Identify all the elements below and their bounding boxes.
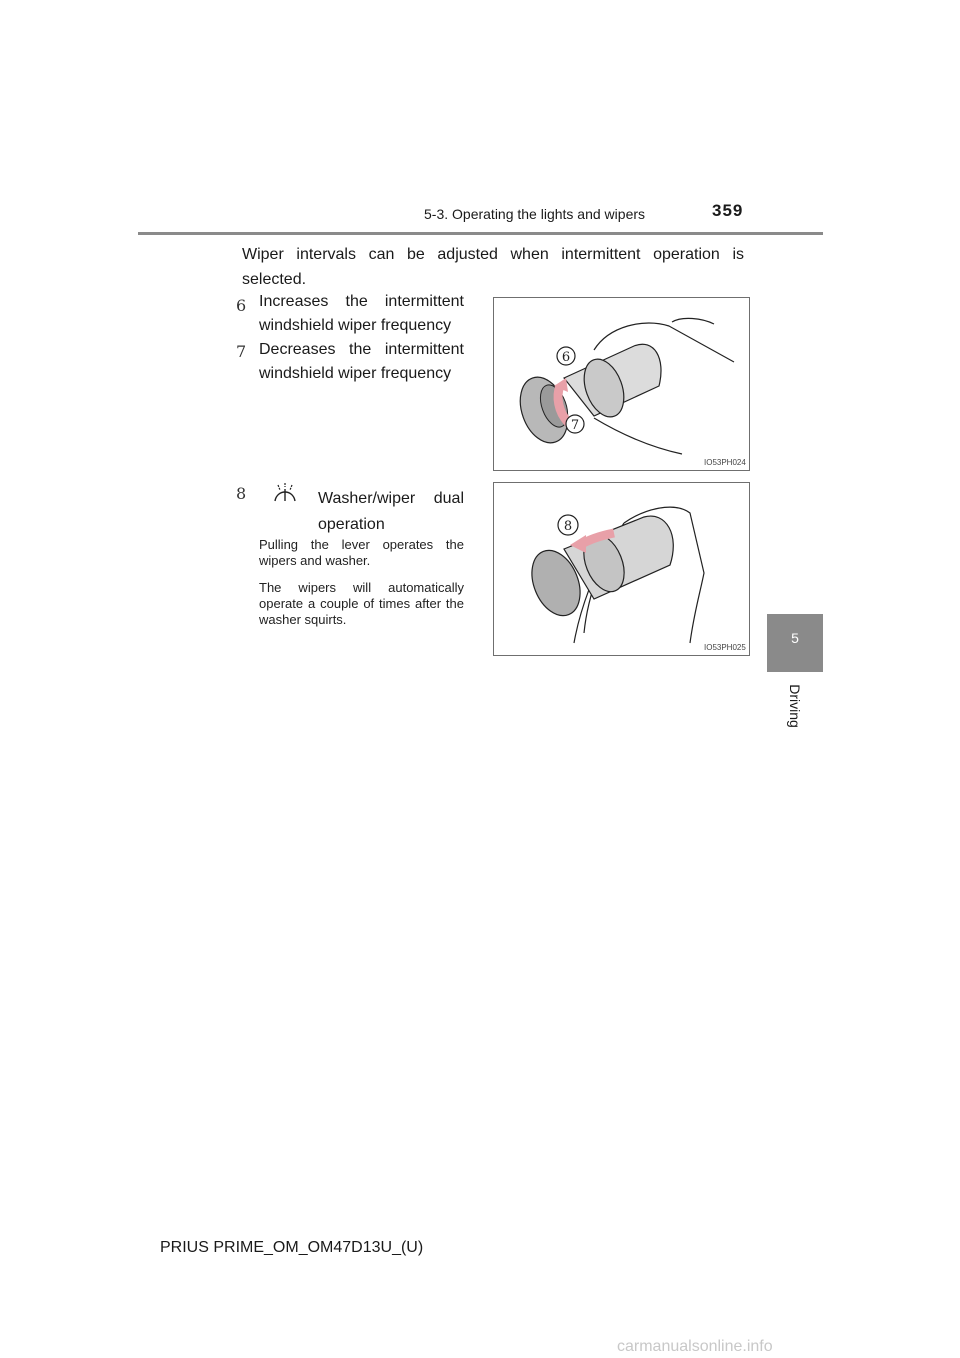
chapter-label	[768, 676, 822, 736]
item-text: Decreases the intermittent windshield wiper frequency	[259, 341, 464, 382]
washer-wiper-icon	[272, 481, 298, 505]
chapter-label-text: Driving	[787, 684, 803, 728]
section-title: 5-3. Operating the lights and wipers	[424, 206, 646, 222]
item-marker: 6	[236, 296, 247, 315]
intro-text: Wiper intervals can be adjusted when intermittent operation is selected.	[242, 246, 744, 288]
footer-document-id: PRIUS PRIME_OM_OM47D13U_(U)	[160, 1239, 424, 1256]
item-note: The wipers will automatically operate a couple of times after the washer squirts.	[259, 580, 464, 627]
item-marker: 8	[236, 484, 247, 503]
callout-8: 8	[563, 519, 573, 534]
figure-code: IO53PH025	[704, 643, 746, 652]
callout-7: 7	[570, 418, 580, 433]
item-text: Washer/wiper dual operation	[318, 490, 464, 533]
watermark: carmanualsonline.info	[617, 1338, 773, 1355]
header-rule	[138, 232, 823, 235]
item-marker: 7	[236, 342, 247, 361]
item-text: Increases the intermittent windshield wiper frequency	[259, 293, 464, 334]
wiper-lever-illustration	[494, 298, 749, 470]
figure-code: IO53PH024	[704, 458, 746, 467]
chapter-number: 5	[791, 630, 799, 646]
figure-wiper-frequency	[493, 297, 750, 471]
item-note: Pulling the lever operates the wipers and washer.	[259, 537, 464, 568]
washer-lever-illustration	[494, 483, 749, 655]
callout-6: 6	[561, 350, 571, 365]
page-number: 359	[712, 201, 744, 220]
figure-washer-operation	[493, 482, 750, 656]
